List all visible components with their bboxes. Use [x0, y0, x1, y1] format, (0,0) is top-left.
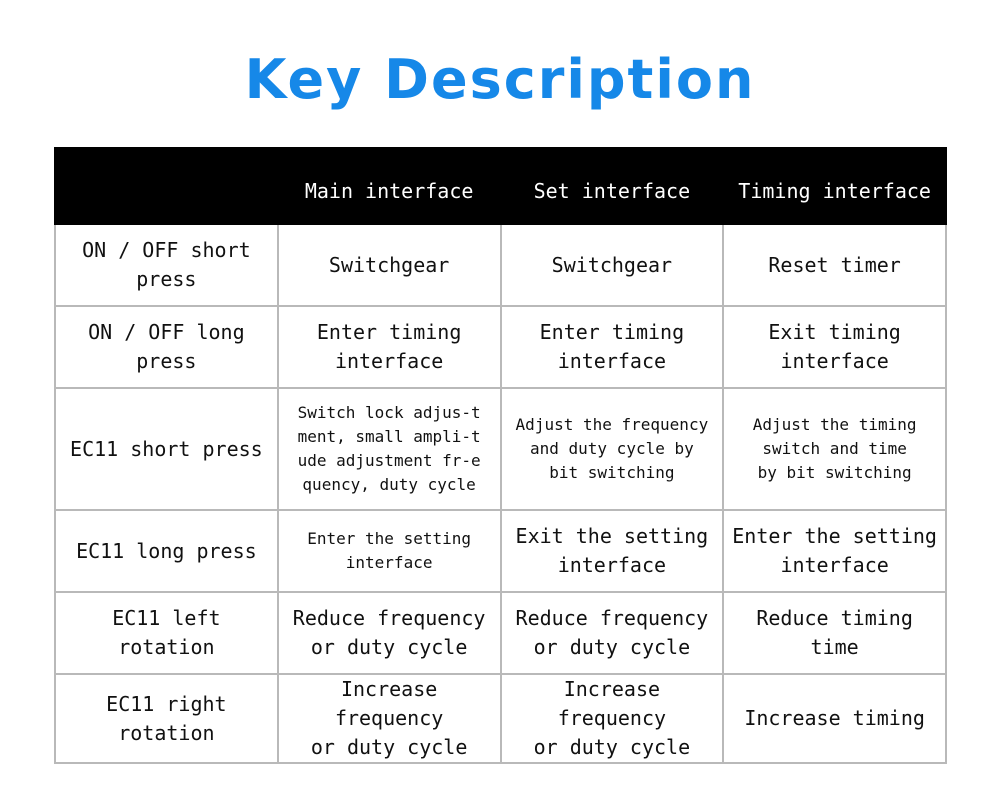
- main-interface-cell: Switchgear: [278, 224, 501, 306]
- key-description-table: [54, 147, 947, 764]
- table-row: [55, 388, 946, 510]
- table-row: [55, 592, 946, 674]
- table-header-row: [55, 148, 946, 224]
- main-interface-cell: Switch lock adjus-t ment, small ampli-t ude adjustment fr-e quency, duty cycle: [278, 388, 501, 510]
- table-row: [55, 674, 946, 763]
- timing-interface-cell: Reset timer: [723, 224, 946, 306]
- timing-interface-cell: Increase timing: [723, 674, 946, 763]
- main-interface-cell: Increase frequency or duty cycle: [278, 674, 501, 763]
- table-row: [55, 510, 946, 592]
- page-title: Key Description: [244, 48, 756, 111]
- key-cell: ON / OFF long press: [55, 306, 278, 388]
- set-interface-cell: Enter timing interface: [501, 306, 724, 388]
- table-row: [55, 224, 946, 306]
- key-cell: EC11 short press: [55, 388, 278, 510]
- timing-interface-cell: Enter the setting interface: [723, 510, 946, 592]
- header-cell-main-interface: Main interface: [278, 148, 501, 224]
- header-cell-timing-interface: Timing interface: [723, 148, 946, 224]
- key-cell: EC11 right rotation: [55, 674, 278, 763]
- key-cell: EC11 long press: [55, 510, 278, 592]
- timing-interface-cell: Exit timing interface: [723, 306, 946, 388]
- table-row: [55, 306, 946, 388]
- header-cell-set-interface: Set interface: [501, 148, 724, 224]
- set-interface-cell: Switchgear: [501, 224, 724, 306]
- key-cell: ON / OFF short press: [55, 224, 278, 306]
- set-interface-cell: Adjust the frequency and duty cycle by bit switching: [501, 388, 724, 510]
- set-interface-cell: Increase frequency or duty cycle: [501, 674, 724, 763]
- timing-interface-cell: Reduce timing time: [723, 592, 946, 674]
- main-interface-cell: Enter timing interface: [278, 306, 501, 388]
- main-interface-cell: Reduce frequency or duty cycle: [278, 592, 501, 674]
- main-interface-cell: Enter the setting interface: [278, 510, 501, 592]
- timing-interface-cell: Adjust the timing switch and time by bit switching: [723, 388, 946, 510]
- key-cell: EC11 left rotation: [55, 592, 278, 674]
- set-interface-cell: Reduce frequency or duty cycle: [501, 592, 724, 674]
- set-interface-cell: Exit the setting interface: [501, 510, 724, 592]
- header-cell-key: [55, 148, 278, 224]
